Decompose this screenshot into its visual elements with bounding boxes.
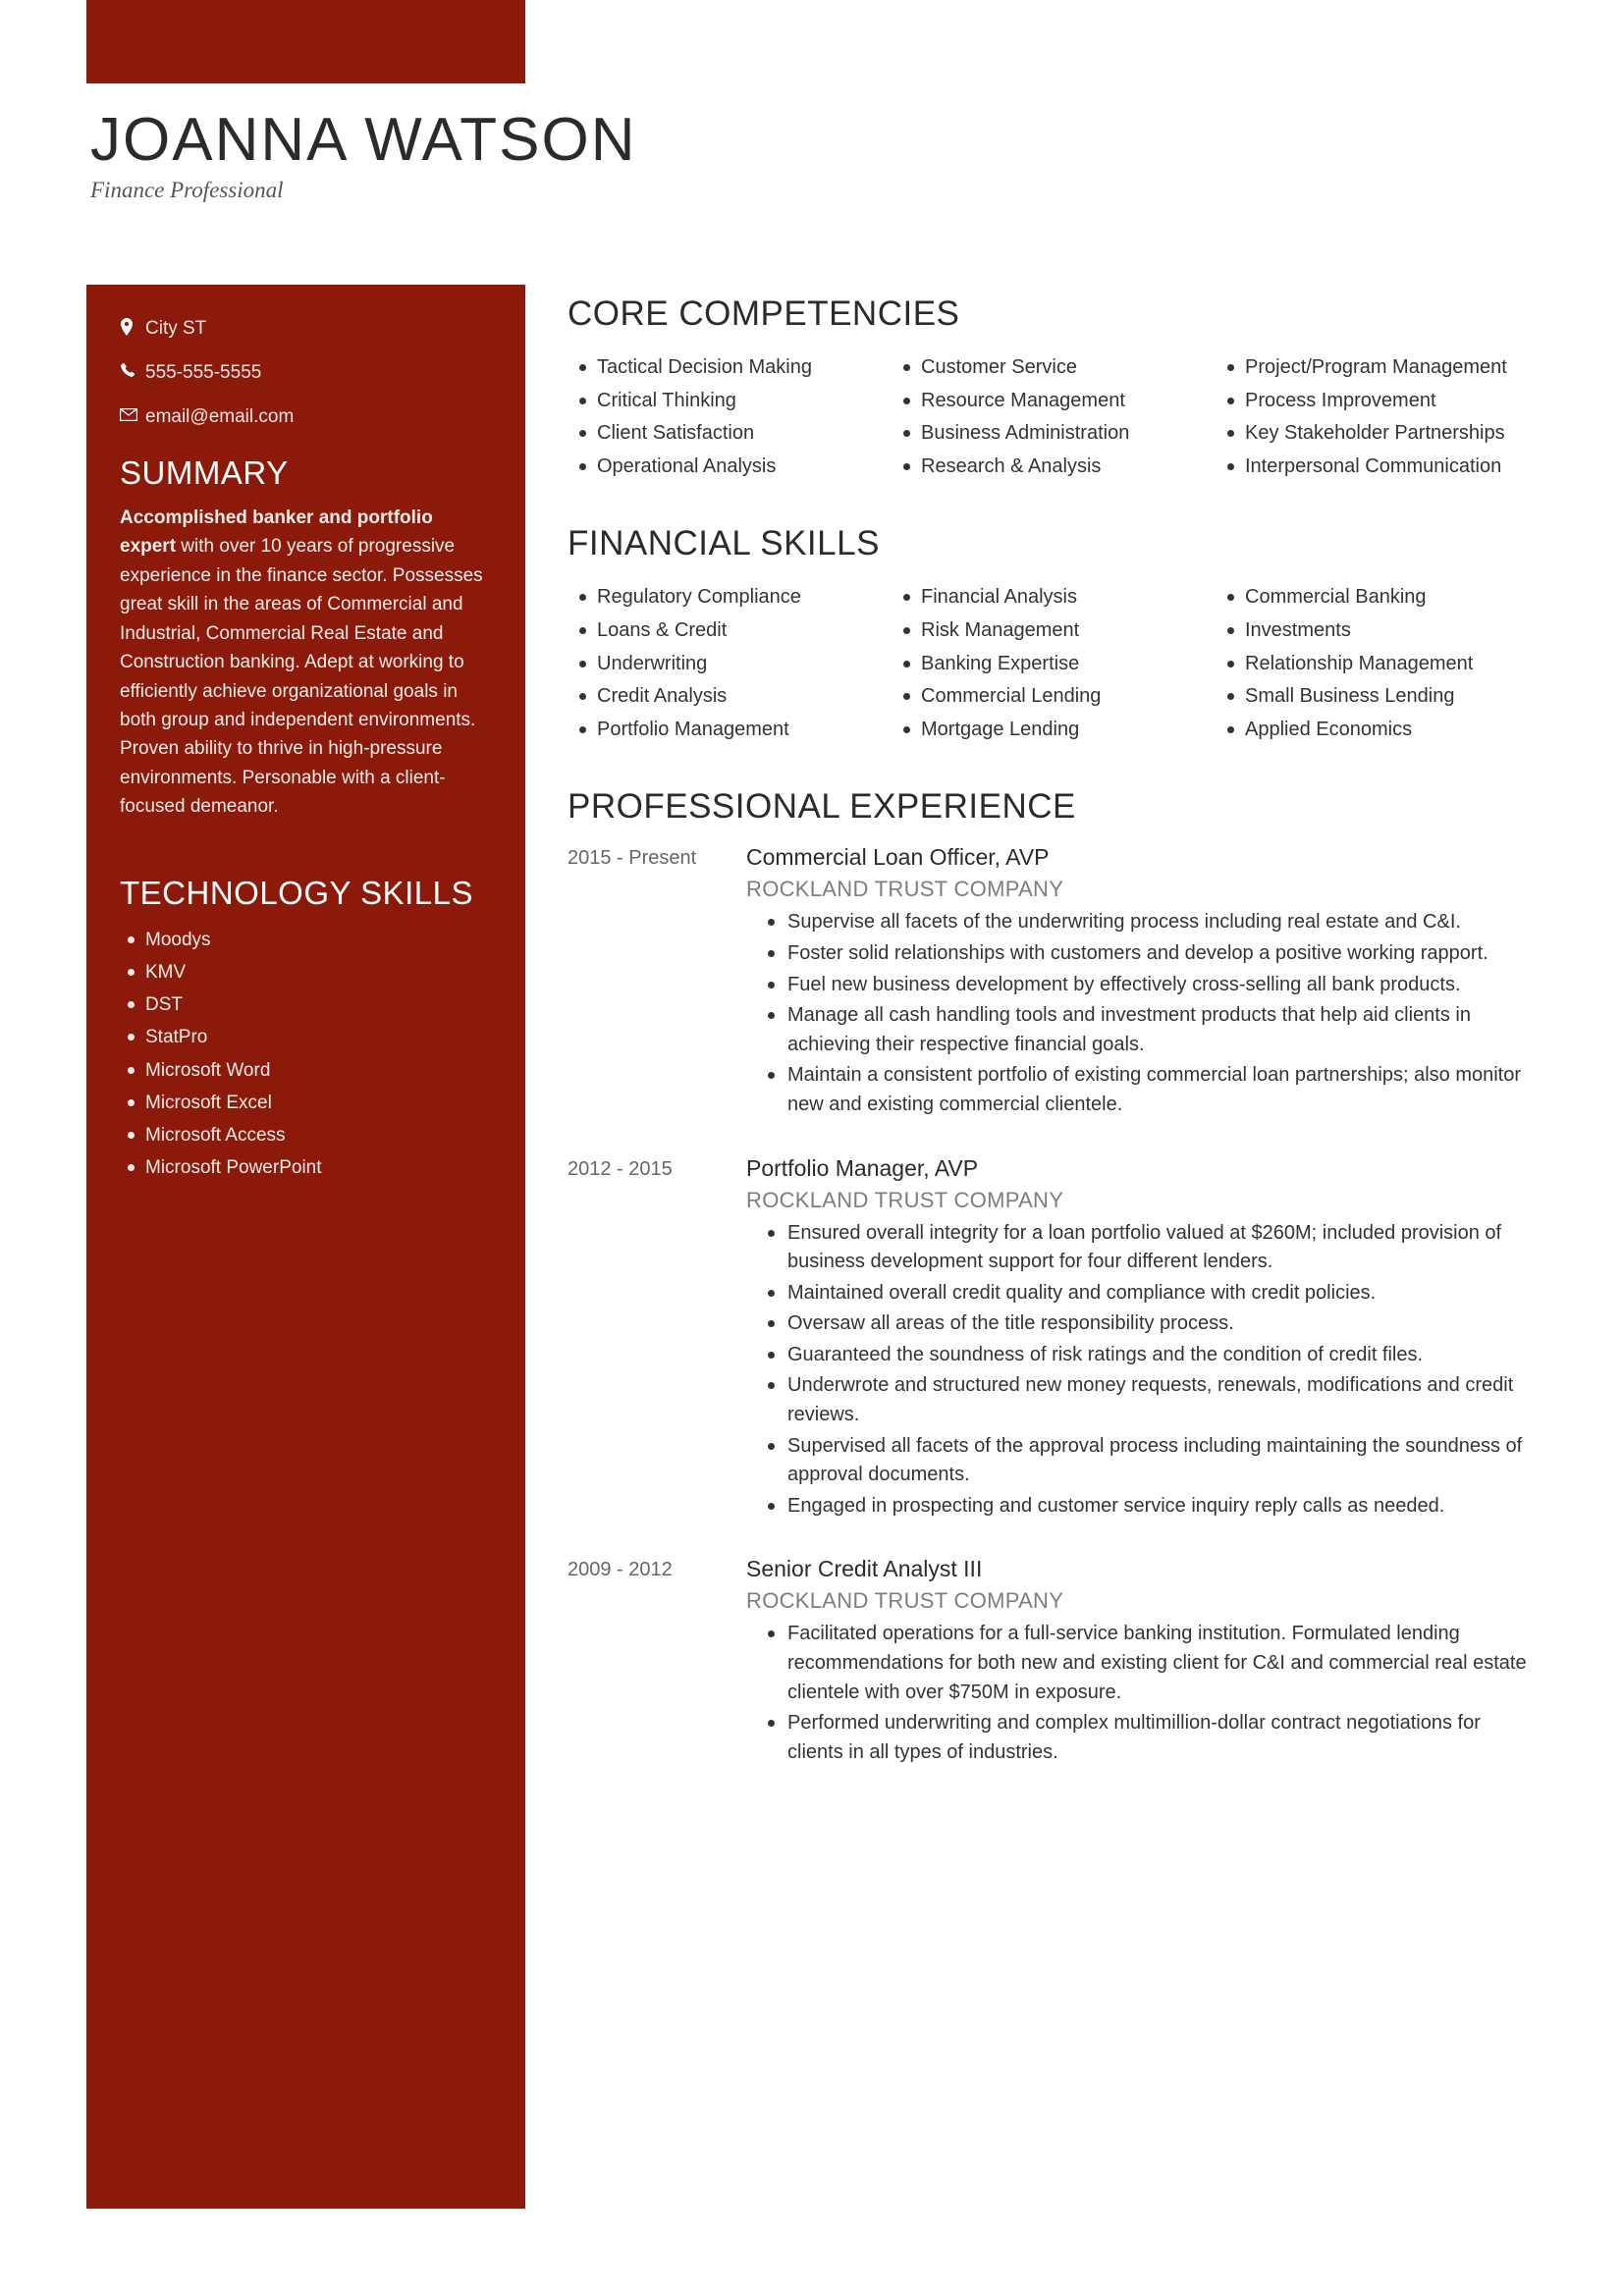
list-item: Tactical Decision Making bbox=[597, 351, 882, 385]
financial-column-1 bbox=[568, 581, 892, 746]
job-company: ROCKLAND TRUST COMPANY bbox=[746, 877, 1064, 902]
job-company: ROCKLAND TRUST COMPANY bbox=[746, 1588, 1064, 1614]
main-content bbox=[568, 294, 1540, 1810]
core-column-1 bbox=[568, 351, 892, 483]
list-item: Moodys bbox=[145, 924, 492, 956]
list-item: Credit Analysis bbox=[597, 680, 882, 714]
list-item: Microsoft PowerPoint bbox=[145, 1151, 492, 1184]
list-item: Critical Thinking bbox=[597, 385, 882, 418]
list-item: Guaranteed the soundness of risk ratings and the condition of credit files. bbox=[787, 1341, 1540, 1370]
resume-header bbox=[90, 108, 1534, 203]
core-column-3 bbox=[1216, 351, 1540, 483]
job-dates: 2009 - 2012 bbox=[568, 1559, 673, 1581]
contact-email-text: email@email.com bbox=[145, 406, 295, 428]
list-item: Microsoft Access bbox=[145, 1119, 492, 1151]
list-item: Banking Expertise bbox=[921, 648, 1206, 681]
list-item: Process Improvement bbox=[1245, 385, 1530, 418]
summary-heading: SUMMARY bbox=[120, 454, 289, 491]
list-item: Applied Economics bbox=[1245, 714, 1530, 747]
contact-phone bbox=[120, 362, 492, 385]
list-item: Resource Management bbox=[921, 385, 1206, 418]
envelope-icon bbox=[120, 406, 145, 426]
list-item: Portfolio Management bbox=[597, 714, 882, 747]
list-item: Microsoft Word bbox=[145, 1054, 492, 1087]
job-title: Senior Credit Analyst III bbox=[746, 1556, 983, 1582]
summary-lead: Accomplished banker and portfolio expert bbox=[120, 507, 433, 558]
financial-column-3 bbox=[1216, 581, 1540, 746]
professional-experience-heading: PROFESSIONAL EXPERIENCE bbox=[568, 787, 1076, 827]
job-title: Portfolio Manager, AVP bbox=[746, 1154, 979, 1181]
professional-experience-section bbox=[568, 787, 1540, 1769]
list-item: Maintain a consistent portfolio of existing commercial loan partnerships; also monitor new and existing commercial clientele. bbox=[787, 1061, 1540, 1119]
financial-skills-section bbox=[568, 524, 1540, 746]
contact-location bbox=[120, 318, 492, 341]
contact-location-text: City ST bbox=[145, 318, 207, 339]
experience-entry bbox=[568, 844, 1540, 1121]
list-item: Key Stakeholder Partnerships bbox=[1245, 417, 1530, 451]
list-item: Financial Analysis bbox=[921, 581, 1206, 614]
list-item: Fuel new business development by effectively cross-selling all bank products. bbox=[787, 971, 1540, 1000]
list-item: Facilitated operations for a full-service banking institution. Formulated lending recommendations for both new and existing client for C&I and commercial real estate clientele with over $750M in exposure. bbox=[787, 1620, 1540, 1707]
job-dates: 2015 - Present bbox=[568, 847, 697, 870]
list-item: Interpersonal Communication bbox=[1245, 451, 1530, 484]
list-item: Ensured overall integrity for a loan portfolio valued at $260M; included provision of business development support for four different lenders. bbox=[787, 1219, 1540, 1277]
list-item: Business Administration bbox=[921, 417, 1206, 451]
header-accent-band bbox=[86, 0, 525, 86]
list-item: Manage all cash handling tools and investment products that help aid clients in achieving their respective financial goals. bbox=[787, 1001, 1540, 1059]
list-item: Microsoft Excel bbox=[145, 1087, 492, 1119]
list-item: StatPro bbox=[145, 1021, 492, 1053]
list-item: Relationship Management bbox=[1245, 648, 1530, 681]
header-subtitle: Finance Professional bbox=[90, 178, 284, 203]
list-item: Commercial Banking bbox=[1245, 581, 1530, 614]
list-item: Supervise all facets of the underwriting process including real estate and C&I. bbox=[787, 908, 1540, 937]
financial-column-2 bbox=[892, 581, 1216, 746]
list-item: Risk Management bbox=[921, 614, 1206, 648]
list-item: Research & Analysis bbox=[921, 451, 1206, 484]
summary-rest: with over 10 years of progressive experience in the finance sector. Possesses great skill in the areas of Commercial and Industrial, Commercial Real Estate and Construction banking. Adept at working to efficiently achieve organizational goals in both group and independent environments. Proven ability to thrive in high-pressure environments. Personable with a client-focused demeanor. bbox=[120, 536, 483, 818]
list-item: KMV bbox=[145, 956, 492, 988]
list-item: Commercial Lending bbox=[921, 680, 1206, 714]
phone-icon bbox=[120, 362, 145, 383]
job-company: ROCKLAND TRUST COMPANY bbox=[746, 1187, 1064, 1212]
list-item: Client Satisfaction bbox=[597, 417, 882, 451]
list-item: Underwriting bbox=[597, 648, 882, 681]
list-item: Loans & Credit bbox=[597, 614, 882, 648]
core-column-2 bbox=[892, 351, 1216, 483]
list-item: Performed underwriting and complex multimillion-dollar contract negotiations for clients in all types of industries. bbox=[787, 1709, 1540, 1767]
financial-skills-heading: FINANCIAL SKILLS bbox=[568, 524, 880, 563]
contact-email bbox=[120, 406, 492, 429]
list-item: Operational Analysis bbox=[597, 451, 882, 484]
list-item: Project/Program Management bbox=[1245, 351, 1530, 385]
list-item: Oversaw all areas of the title responsibility process. bbox=[787, 1309, 1540, 1339]
core-competencies-heading: CORE COMPETENCIES bbox=[568, 294, 960, 333]
list-item: Customer Service bbox=[921, 351, 1206, 385]
contact-phone-text: 555-555-5555 bbox=[145, 362, 262, 384]
experience-entry bbox=[568, 1556, 1540, 1769]
list-item: Mortgage Lending bbox=[921, 714, 1206, 747]
experience-entry bbox=[568, 1155, 1540, 1523]
list-item: Maintained overall credit quality and compliance with credit policies. bbox=[787, 1279, 1540, 1308]
job-dates: 2012 - 2015 bbox=[568, 1157, 673, 1180]
list-item: Small Business Lending bbox=[1245, 680, 1530, 714]
sidebar bbox=[86, 285, 525, 2209]
core-competencies-section bbox=[568, 294, 1540, 483]
list-item: Underwrote and structured new money requests, renewals, modifications and credit reviews. bbox=[787, 1371, 1540, 1429]
summary-text bbox=[120, 504, 492, 822]
list-item: DST bbox=[145, 988, 492, 1021]
technology-skills-list bbox=[120, 924, 492, 1185]
page-title: JOANNA WATSON bbox=[90, 106, 637, 174]
list-item: Investments bbox=[1245, 614, 1530, 648]
technology-skills-heading: TECHNOLOGY SKILLS bbox=[120, 874, 474, 911]
list-item: Foster solid relationships with customers and develop a positive working rapport. bbox=[787, 939, 1540, 969]
location-pin-icon bbox=[120, 318, 145, 341]
list-item: Supervised all facets of the approval process including maintaining the soundness of approval documents. bbox=[787, 1432, 1540, 1490]
job-title: Commercial Loan Officer, AVP bbox=[746, 844, 1050, 871]
list-item: Engaged in prospecting and customer service inquiry reply calls as needed. bbox=[787, 1492, 1540, 1522]
list-item: Regulatory Compliance bbox=[597, 581, 882, 614]
